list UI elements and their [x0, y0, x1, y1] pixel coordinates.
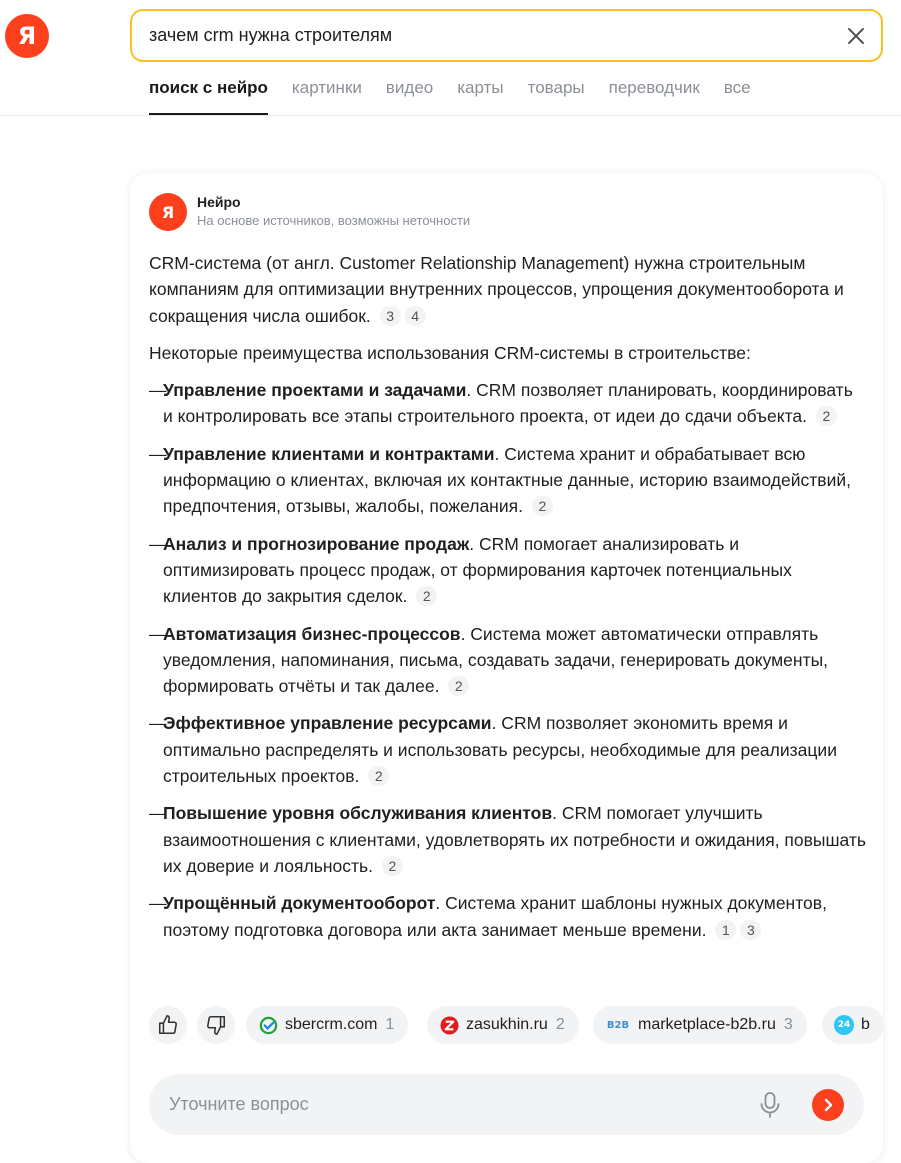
- list-item-text: . CRM позволяет планировать, координировать и контролировать все этапы строительного проекта, от идеи до сдачи объекта.: [163, 380, 853, 427]
- list-item-title: Анализ и прогнозирование продаж: [163, 533, 470, 554]
- source-name: zasukhin.ru: [466, 1016, 548, 1033]
- source-chip[interactable]: [822, 1006, 884, 1044]
- answer-intro: [149, 250, 867, 329]
- header-divider: [0, 115, 901, 116]
- list-dash: —: [149, 623, 167, 644]
- dislike-button[interactable]: [197, 1006, 235, 1044]
- zasukhin-logo-icon: [439, 1015, 459, 1035]
- search-tabs: [149, 76, 775, 116]
- source-ref[interactable]: 2: [816, 406, 837, 426]
- list-item: [149, 377, 867, 430]
- neiro-avatar: Я: [149, 193, 187, 231]
- bitrix24-logo-icon: 24: [834, 1015, 854, 1035]
- sources-row: [149, 1006, 870, 1044]
- source-count: 1: [385, 1016, 395, 1033]
- search-box: [130, 9, 883, 62]
- source-name: b: [861, 1016, 870, 1033]
- list-item: [149, 621, 867, 700]
- list-item-title: Управление проектами и задачами: [163, 380, 467, 401]
- list-item-text: . CRM помогает анализировать и оптимизировать процесс продаж, от формирования карточек потенциальных клиентов до закрытия сделок.: [163, 533, 792, 607]
- tab-translator[interactable]: переводчик: [608, 78, 700, 97]
- source-name: marketplace-b2b.ru: [638, 1016, 776, 1033]
- close-icon[interactable]: [845, 25, 867, 47]
- search-input[interactable]: [149, 11, 829, 60]
- list-dash: —: [149, 533, 167, 554]
- source-ref[interactable]: 3: [740, 920, 761, 940]
- list-item-text: . CRM помогает улучшить взаимоотношения с клиентами, удовлетворять их потребности и ожидания, повышать их доверие и лояльность.: [163, 803, 867, 876]
- list-item-title: Повышение уровня обслуживания клиентов: [163, 803, 553, 824]
- source-ref[interactable]: 3: [380, 306, 401, 326]
- list-item: [149, 710, 867, 789]
- list-dash: —: [149, 713, 167, 734]
- list-item: [149, 531, 867, 610]
- list-item-text: . Система хранит шаблоны нужных документов, поэтому подготовка договора или акта занимает меньше времени.: [163, 893, 827, 940]
- list-item-title: Эффективное управление ресурсами: [163, 713, 492, 734]
- neiro-answer-card: [130, 173, 883, 1163]
- send-button[interactable]: [812, 1089, 844, 1121]
- answer-intro-text: CRM-система (от англ. Customer Relationship Management) нужна строительным компаниям для оптимизации внутренних процессов, упрощения документооборота и сокращения числа ошибок.: [149, 253, 844, 326]
- sbercrm-logo-icon: [258, 1015, 278, 1035]
- list-dash: —: [149, 380, 167, 401]
- tab-maps[interactable]: карты: [457, 78, 504, 97]
- source-count: 3: [783, 1016, 793, 1033]
- neiro-name: Нейро: [197, 194, 241, 210]
- b2b-logo-icon: B2B: [606, 1019, 630, 1031]
- answer-lead: Некоторые преимущества использования CRM-системы в строительстве:: [149, 342, 751, 363]
- tab-video[interactable]: видео: [385, 78, 434, 97]
- tab-images[interactable]: картинки: [291, 78, 362, 97]
- neiro-disclaimer: На основе источников, возможны неточности: [197, 213, 471, 228]
- list-dash: —: [149, 443, 167, 464]
- followup-input[interactable]: [169, 1074, 729, 1135]
- source-ref[interactable]: 2: [382, 856, 403, 876]
- list-item: [149, 890, 867, 943]
- source-chip[interactable]: [427, 1006, 579, 1044]
- followup-box: [149, 1074, 864, 1135]
- source-chip[interactable]: [593, 1006, 807, 1044]
- thumbs-down-icon: [205, 1014, 227, 1036]
- source-name: sbercrm.com: [285, 1016, 378, 1033]
- list-item-text: . Система хранит и обрабатывает всю информацию о клиентах, включая их контактные данные, историю взаимодействий, предпочтения, отзывы, жалобы, пожелания.: [163, 443, 851, 517]
- list-item-title: Упрощённый документооборот: [163, 893, 436, 914]
- source-ref[interactable]: 2: [448, 676, 469, 696]
- list-dash: —: [149, 893, 167, 914]
- tab-all[interactable]: все: [723, 78, 751, 97]
- source-ref[interactable]: 2: [416, 586, 437, 606]
- list-item-title: Автоматизация бизнес-процессов: [163, 623, 461, 644]
- list-item: [149, 800, 867, 879]
- source-ref[interactable]: 2: [368, 766, 389, 786]
- like-button[interactable]: [149, 1006, 187, 1044]
- list-item-text: . CRM позволяет экономить время и оптимально распределять и использовать ресурсы, необходимые для реализации строительных проектов.: [163, 713, 837, 787]
- thumbs-up-icon: [157, 1014, 179, 1036]
- list-item-title: Управление клиентами и контрактами: [163, 443, 495, 464]
- microphone-icon[interactable]: [755, 1090, 785, 1120]
- source-chip[interactable]: [246, 1006, 408, 1044]
- answer-body: [149, 250, 867, 954]
- tab-neiro-search[interactable]: поиск с нейро: [149, 76, 268, 115]
- source-count: 2: [555, 1016, 565, 1033]
- list-item-text: . Система может автоматически отправлять уведомления, напоминания, письма, создавать задачи, генерировать документы, формировать отчёты и так далее.: [163, 623, 829, 697]
- yandex-logo[interactable]: Я: [5, 14, 49, 58]
- tab-products[interactable]: товары: [527, 78, 585, 97]
- chevron-right-icon: [820, 1097, 836, 1113]
- source-ref[interactable]: 4: [405, 306, 426, 326]
- list-item: [149, 441, 867, 520]
- list-dash: —: [149, 803, 167, 824]
- source-ref[interactable]: 1: [715, 920, 736, 940]
- source-ref[interactable]: 2: [532, 496, 553, 516]
